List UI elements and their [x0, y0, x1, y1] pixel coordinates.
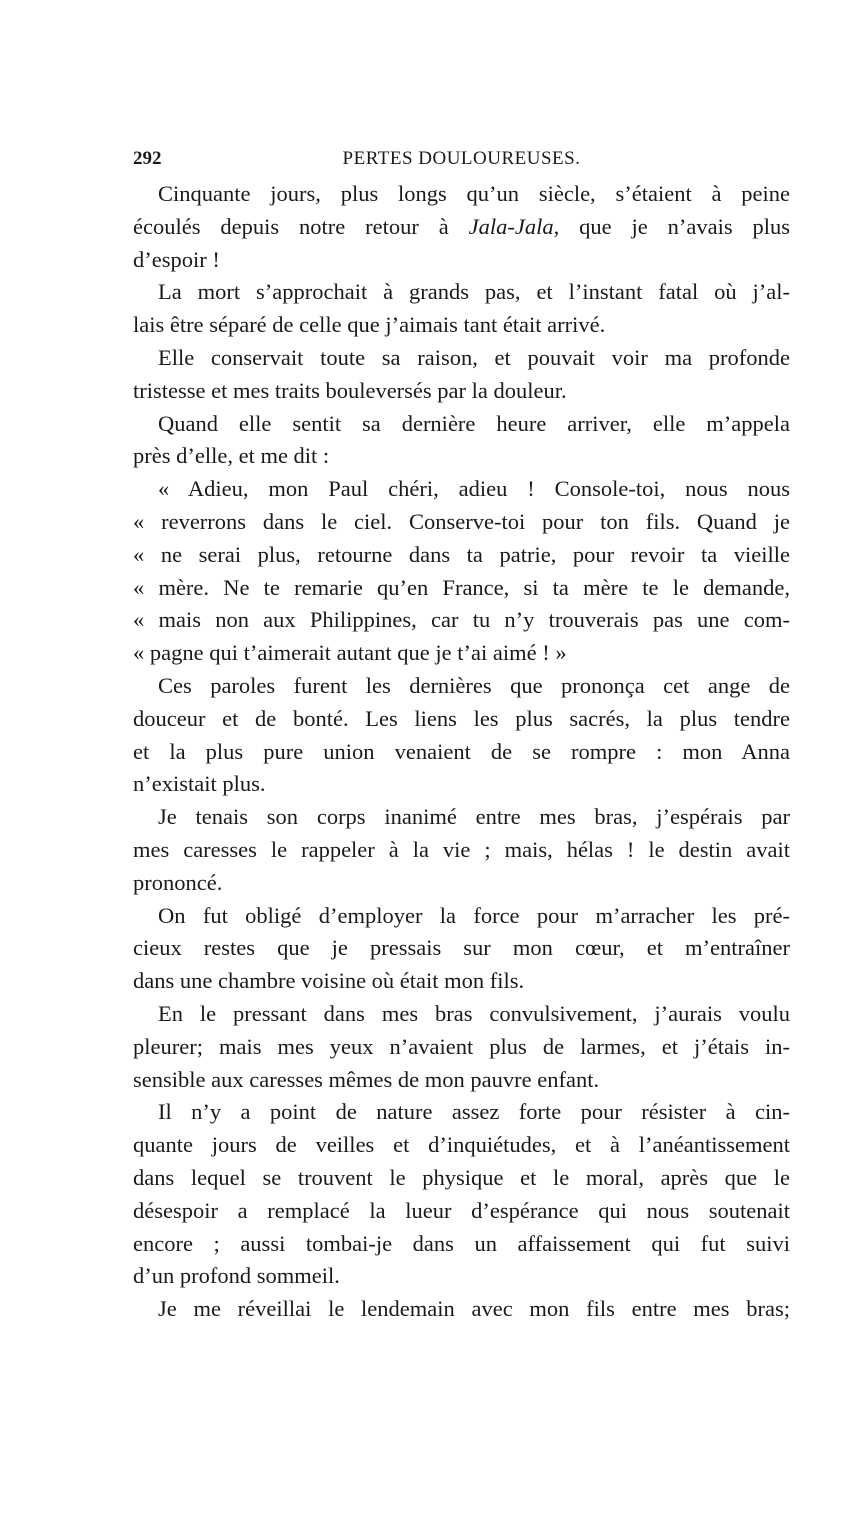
paragraph: [133, 900, 790, 998]
text-line: et la plus pure union venaient de se rompre : mon Anna: [133, 738, 790, 764]
text-line: En le pressant dans mes bras convulsivement, j’aurais voulu: [158, 1000, 790, 1026]
paragraph: [133, 408, 790, 474]
text-line: désespoir a remplacé la lueur d’espérance qui nous soutenait: [133, 1197, 790, 1223]
text-line: mes caresses le rappeler à la vie ; mais, hélas ! le destin avait: [133, 836, 790, 862]
text-line: près d’elle, et me dit :: [133, 443, 330, 469]
quotation-paragraph: [133, 473, 790, 670]
paragraph: [133, 670, 790, 801]
text-line: Je tenais son corps inanimé entre mes bras, j’espérais par: [158, 804, 790, 830]
text-line: « Adieu, mon Paul chéri, adieu ! Console-toi, nous nous: [158, 476, 790, 502]
text-line: Ces paroles furent les dernières que prononça cet ange de: [158, 672, 790, 698]
text-line: tristesse et mes traits bouleversés par la douleur.: [133, 377, 567, 403]
text-line: encore ; aussi tombai-je dans un affaissement qui fut suivi: [133, 1230, 790, 1256]
text-line: d’espoir !: [133, 246, 220, 272]
place-name-italic: Jala-Jala: [468, 213, 554, 239]
running-title: PERTES DOULOUREUSES.: [342, 148, 581, 169]
text-line: « mais non aux Philippines, car tu n’y trouverais pas une com-: [133, 607, 790, 633]
text-line: dans une chambre voisine où était mon fils.: [133, 968, 525, 994]
paragraph: [133, 998, 790, 1096]
text-line: « reverrons dans le ciel. Conserve-toi pour ton fils. Quand je: [133, 508, 790, 534]
text-segment: , que je n’avais plus: [553, 213, 790, 239]
text-line: d’un profond sommeil.: [133, 1263, 340, 1289]
text-line: lais être séparé de celle que j’aimais tant était arrivé.: [133, 312, 606, 338]
paragraph: [133, 1096, 790, 1293]
text-line: Cinquante jours, plus longs qu’un siècle, s’étaient à peine: [158, 181, 790, 206]
paragraph: [133, 342, 790, 408]
text-line: douceur et de bonté. Les liens les plus sacrés, la plus tendre: [133, 705, 790, 731]
text-line: Elle conservait toute sa raison, et pouvait voir ma profonde: [158, 344, 790, 370]
text-line: On fut obligé d’employer la force pour m’arracher les pré-: [158, 902, 790, 928]
text-line: Je me réveillai le lendemain avec mon fils entre mes bras;: [158, 1296, 790, 1322]
page-number: 292: [133, 148, 162, 169]
paragraph: [133, 178, 790, 276]
text-segment: écoulés depuis notre retour à: [133, 213, 469, 239]
text-line: Quand elle sentit sa dernière heure arriver, elle m’appela: [158, 410, 790, 436]
text-line: [133, 211, 790, 244]
paragraph: [133, 276, 790, 342]
text-line: Il n’y a point de nature assez forte pour résister à cin-: [158, 1099, 790, 1125]
text-line: « mère. Ne te remarie qu’en France, si ta mère te le demande,: [133, 574, 790, 600]
text-line: sensible aux caresses mêmes de mon pauvre enfant.: [133, 1066, 600, 1092]
text-line: prononcé.: [133, 869, 223, 895]
text-line: dans lequel se trouvent le physique et le moral, après que le: [133, 1164, 790, 1190]
text-line: quante jours de veilles et d’inquiétudes, et à l’anéantissement: [133, 1132, 790, 1158]
text-line: La mort s’approchait à grands pas, et l’instant fatal où j’al-: [158, 279, 790, 305]
text-line: « pagne qui t’aimerait autant que je t’ai aimé ! »: [133, 640, 567, 666]
text-line: cieux restes que je pressais sur mon cœur, et m’entraîner: [133, 935, 790, 961]
text-line: pleurer; mais mes yeux n’avaient plus de larmes, et j’étais in-: [133, 1033, 790, 1059]
paragraph: [133, 801, 790, 899]
text-line: n’existait plus.: [133, 771, 266, 797]
body-text: [133, 178, 790, 1326]
text-line: « ne serai plus, retourne dans ta patrie, pour revoir ta vieille: [133, 541, 790, 567]
running-header: [133, 148, 790, 174]
paragraph: [133, 1293, 790, 1326]
